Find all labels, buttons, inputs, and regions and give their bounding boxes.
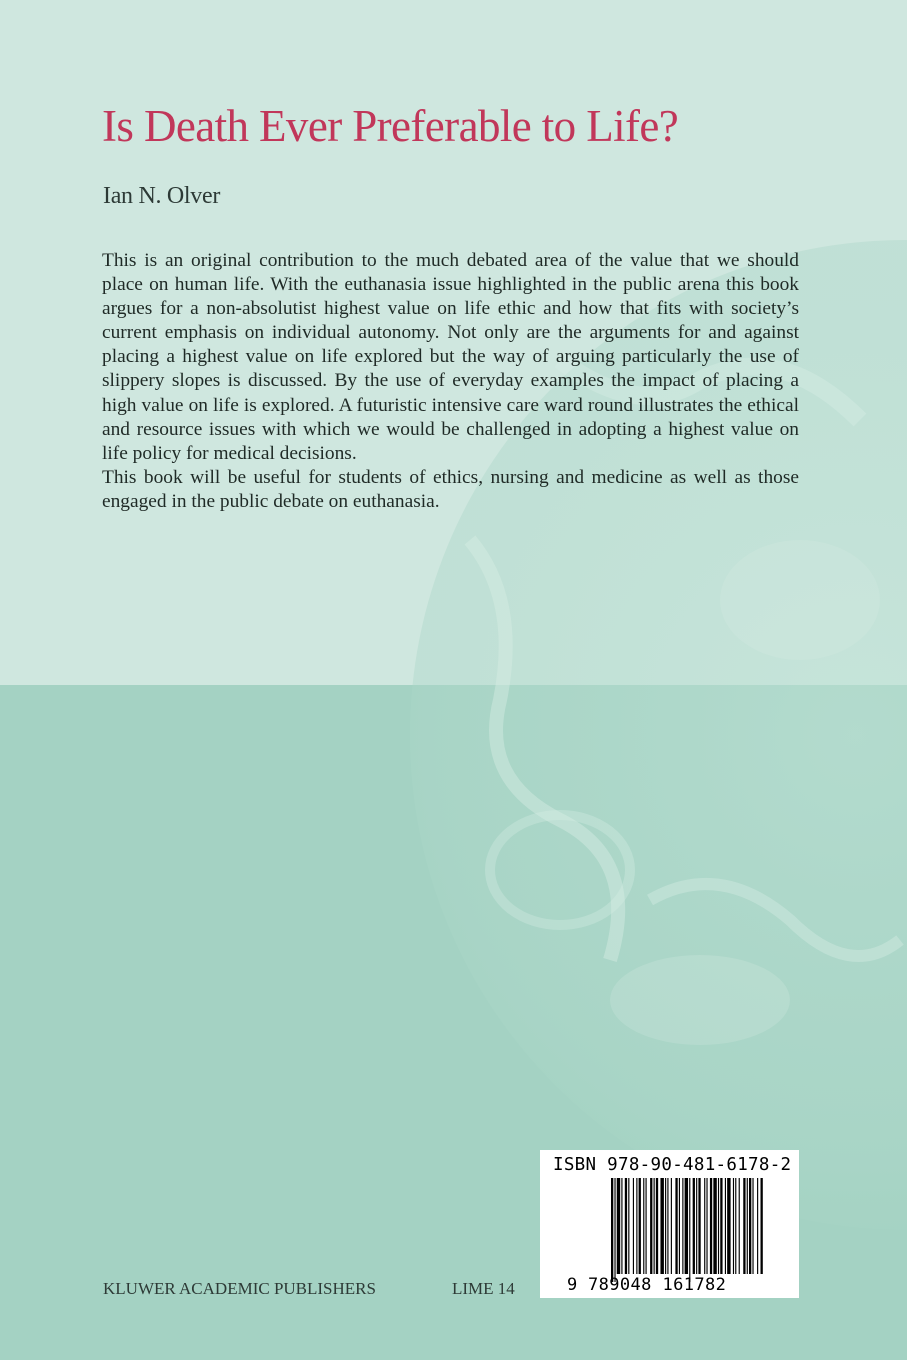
series-code: LIME 14 [452, 1279, 515, 1298]
isbn-barcode [540, 1150, 799, 1298]
barcode-bar [665, 1178, 666, 1274]
barcode-bar [667, 1178, 668, 1274]
barcode-bar [743, 1178, 745, 1274]
barcode-bar [628, 1178, 629, 1274]
barcode-bar [625, 1178, 627, 1274]
barcode-bar [733, 1178, 734, 1274]
barcode-bar [696, 1178, 697, 1274]
barcode-bar [713, 1178, 716, 1274]
book-title: Is Death Ever Preferable to Life? [102, 101, 679, 151]
barcode-bar [685, 1178, 688, 1274]
barcode-bar [654, 1178, 655, 1274]
barcode-bar [757, 1178, 758, 1274]
barcode-bar [725, 1178, 726, 1274]
barcode-bar [718, 1178, 719, 1274]
barcode-bar [710, 1178, 712, 1274]
barcode-bar [633, 1178, 634, 1274]
publisher-name: KLUWER ACADEMIC PUBLISHERS [103, 1279, 376, 1298]
barcode-bar [761, 1178, 763, 1274]
barcode-bar [636, 1178, 637, 1274]
description-paragraph: This is an original contribution to the much debated area of the value that we should place on human life. With the euthanasia issue highlighted in the public arena this book argues for a non-absolutist highest value on life ethic and how that fits with society’s current emphasis on individual autonomy. Not only are the arguments for and against placing a highest value on life explored but the way of arguing particularly the use of slippery slopes is discussed. By the use of everyday examples the impact of placing a high value on life is explored. A futuristic intensive care ward round illustrates the ethical and resource issues with which we would be challenged in adopting a highest value on life policy for medical decisions. [102, 250, 799, 464]
barcode-bar [646, 1178, 647, 1274]
barcode-bar [749, 1178, 751, 1274]
barcode-bar [671, 1178, 672, 1274]
author-name: Ian N. Olver [103, 183, 221, 209]
ean-digits: 789048 161782 [588, 1275, 727, 1295]
barcode-bar [675, 1178, 677, 1274]
barcode-bar [679, 1178, 680, 1274]
barcode-bar [689, 1178, 690, 1282]
barcode-bar [656, 1178, 658, 1274]
barcode-bar [698, 1178, 700, 1274]
description-paragraph: This book will be useful for students of ethics, nursing and medicine as well as those engaged in the public debate on euthanasia. [102, 466, 799, 512]
barcode-bar [621, 1178, 622, 1274]
barcode-bar [720, 1178, 722, 1274]
barcode-bar [704, 1178, 705, 1274]
barcode-bar [752, 1178, 753, 1274]
barcode-bar [682, 1178, 683, 1274]
barcode-bar [735, 1178, 736, 1274]
book-description [102, 249, 799, 514]
barcode-bar [617, 1178, 620, 1274]
barcode-bar [614, 1178, 615, 1282]
barcode-bar [693, 1178, 695, 1274]
barcode-bar [660, 1178, 663, 1274]
isbn-label: ISBN 978-90-481-6178-2 [553, 1155, 792, 1175]
barcode-bar [639, 1178, 641, 1274]
barcode-bar [747, 1178, 748, 1274]
barcode-bar [643, 1178, 644, 1274]
ean-first-digit: 9 [567, 1275, 578, 1295]
barcode-bar [727, 1178, 730, 1274]
barcode-bar [739, 1178, 740, 1274]
barcode-bar [706, 1178, 707, 1274]
barcode-bar [611, 1178, 613, 1282]
barcode-bar [650, 1178, 652, 1274]
